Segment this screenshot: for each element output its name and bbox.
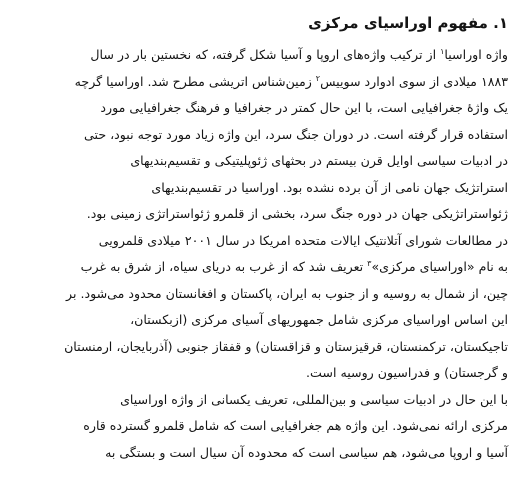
paragraph-line: و گرجستان) و فدراسیون روسیه است.	[306, 365, 508, 380]
paragraph-line	[14, 69, 508, 96]
text-run: واژه اوراسیا	[444, 47, 508, 62]
paragraph-line: این اساس اوراسیای مرکزی شامل جمهوریهای آسیای مرکزی (ازبکستان،	[130, 312, 508, 327]
footnote-marker[interactable]: ۱	[440, 46, 445, 56]
paragraph-line: در مطالعات شورای آتلانتیک ایالات متحده امریکا در سال ۲۰۰۱ میلادی قلمرویی	[98, 232, 508, 248]
paragraph-line	[14, 254, 508, 281]
paragraph-definition-ambiguity	[14, 387, 508, 467]
paragraph-line	[14, 42, 508, 69]
section-heading: ۱. مفهوم اوراسیای مرکزی	[308, 14, 508, 32]
paragraph-line: یک واژهٔ جغرافیایی است، با این حال کمتر در جغرافیا و فرهنگ جغرافیایی مورد	[100, 100, 508, 115]
paragraph-eurasia-definition	[14, 42, 508, 387]
paragraph-line: آسیا و اروپا می‌شود، هم سیاسی است که محدوده آن سیال است و بستگی به	[105, 444, 508, 460]
footnote-marker[interactable]: ۲	[315, 73, 321, 83]
text-run: ۱۸۸۳ میلادی از سوی ادوارد سوییس	[320, 73, 508, 89]
paragraph-line: با این حال در ادبیات سیاسی و بین‌المللی، تعریف یکسانی از واژه اوراسیای	[120, 391, 508, 407]
text-run: تعریف شد که از غرب به دریای سیاه، از شرق به غرب	[80, 259, 368, 274]
text-run: از ترکیب واژه‌های اروپا و آسیا شکل گرفته، که نخستین بار در سال	[90, 47, 441, 62]
text-run: زمین‌شناس اتریشی مطرح شد. اوراسیا گرچه	[74, 73, 316, 89]
paragraph-line: چین، از شمال به روسیه و از جنوب به ایران، پاکستان و افغانستان محدود می‌شود. بر	[66, 285, 508, 301]
paragraph-line: در ادبیات سیاسی اوایل قرن بیستم در بحثهای ژئوپلیتیکی و تقسیم‌بندیهای	[130, 153, 508, 168]
paragraph-line: ژئواستراتژیکی جهان در دوره جنگ سرد، بخشی از قلمرو ژئواستراتژی زمینی بود.	[86, 206, 508, 221]
paragraph-line: مرکزی ارائه نمی‌شود. این واژه هم جغرافیایی است که شامل قلمرو گسترده قاره	[83, 418, 508, 433]
paragraph-line: تاجیکستان، ترکمنستان، قرقیزستان و قزاقستان) و قفقاز جنوبی (آذربایجان، ارمنستان	[64, 338, 508, 354]
paragraph-line: استفاده قرار گرفته است. در دوران جنگ سرد، این واژه زیاد مورد توجه نبود، حتی	[84, 126, 508, 142]
footnote-marker[interactable]: ۳	[367, 258, 372, 268]
text-run: به نام «اوراسیای مرکزی»	[371, 259, 508, 274]
paragraph-line: استراتژیک جهان نامی از آن برده نشده بود. اوراسیا در تقسیم‌بندیهای	[151, 179, 508, 195]
